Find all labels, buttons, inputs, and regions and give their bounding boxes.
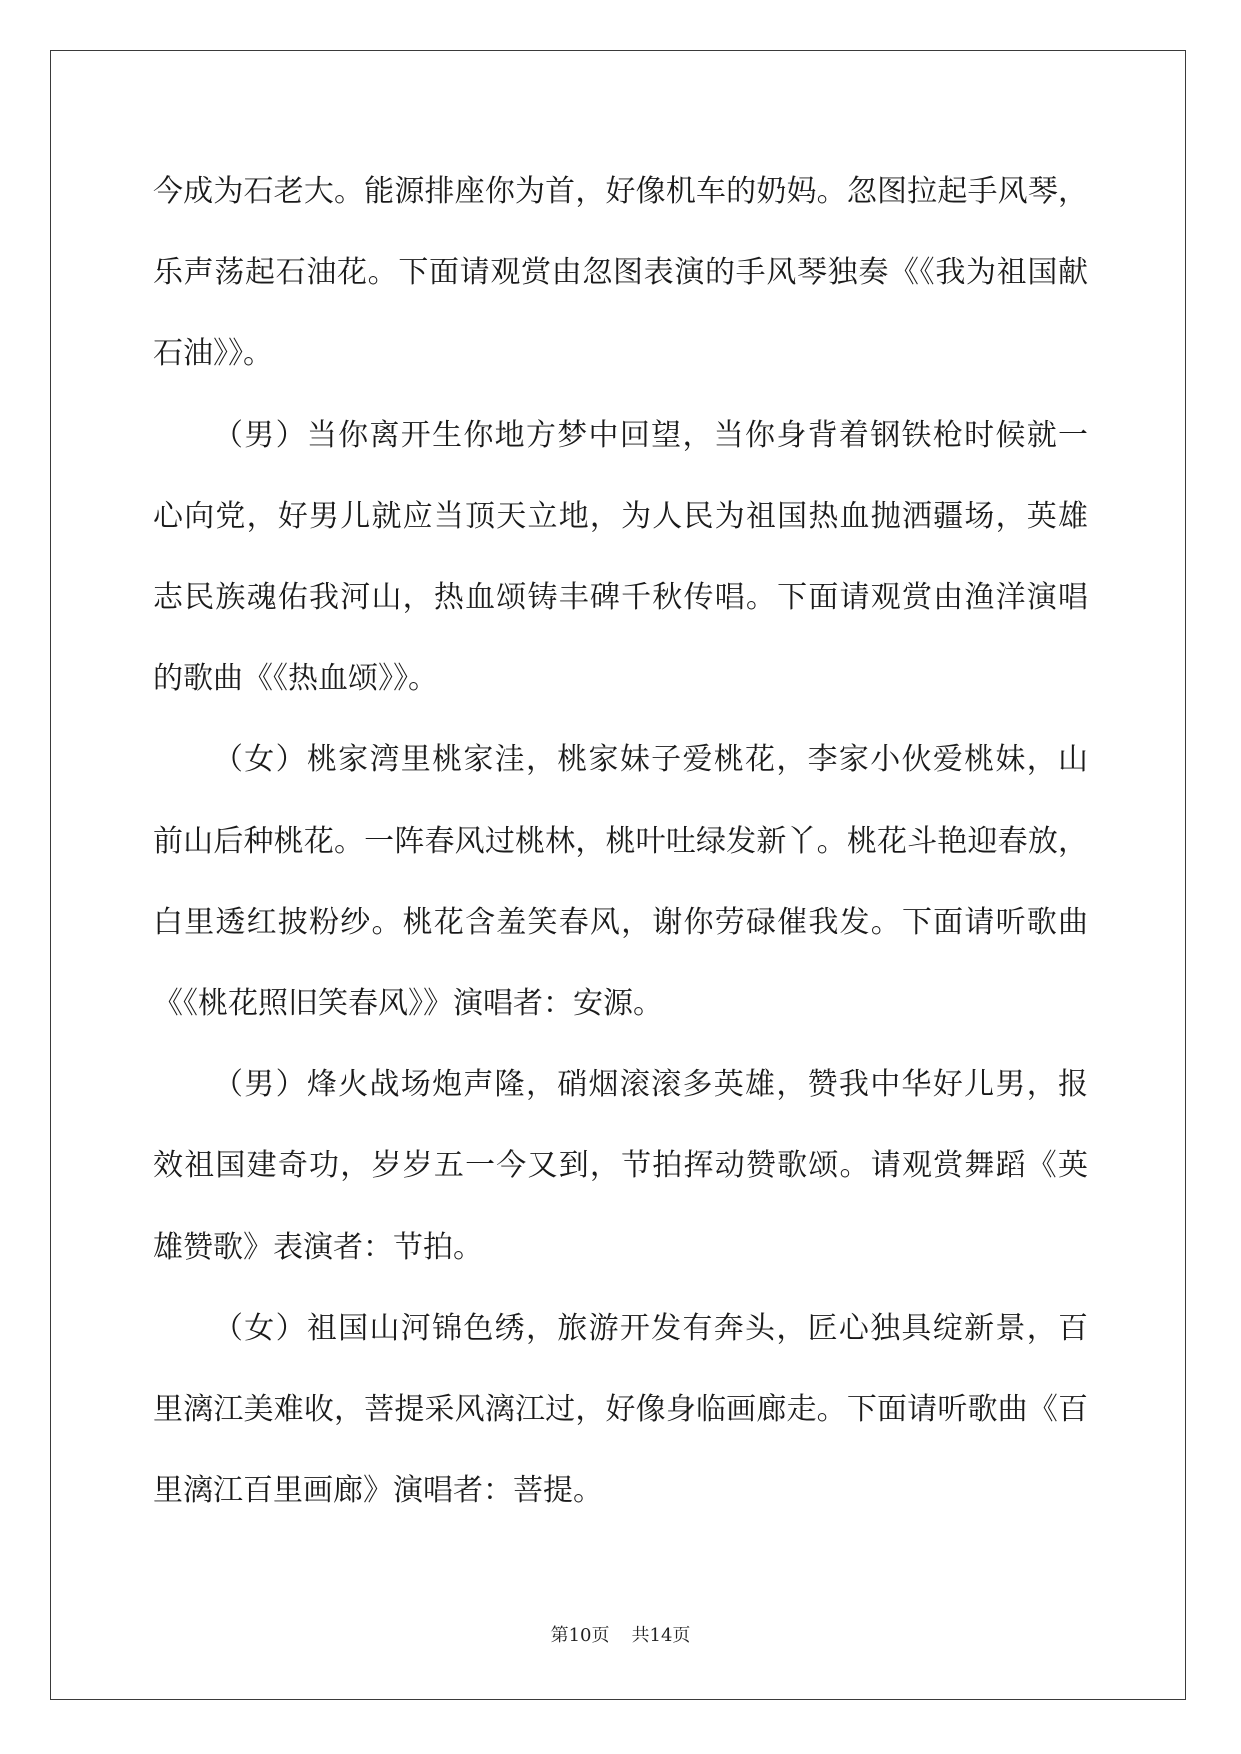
- document-body: [153, 151, 1088, 1531]
- current-page-label: 第10页: [550, 1625, 610, 1646]
- paragraph: [153, 151, 1088, 395]
- text-line: （男）烽火战场炮声隆，硝烟滚滚多英雄，赞我中华好儿男，报: [213, 1067, 1088, 1103]
- paragraph: [153, 719, 1088, 1044]
- text-line: 里漓江百里画廊》演唱者：菩提。: [153, 1473, 603, 1509]
- text-line: 石油》》。: [153, 336, 273, 372]
- text-line: （女）桃家湾里桃家洼，桃家妹子爱桃花，李家小伙爱桃妹，山: [213, 742, 1088, 778]
- paragraph: [153, 1044, 1088, 1288]
- paragraph: [153, 395, 1088, 720]
- text-line: （女）祖国山河锦色绣，旅游开发有奔头，匠心独具绽新景，百: [213, 1310, 1088, 1346]
- text-line: 的歌曲《《热血颂》》。: [153, 661, 438, 697]
- text-line: （男）当你离开生你地方梦中回望，当你身背着钢铁枪时候就一: [213, 417, 1088, 453]
- total-pages-label: 共14页: [631, 1625, 691, 1646]
- text-line: 里漓江美难收，菩提采风漓江过，好像身临画廊走。下面请听歌曲《百: [153, 1392, 1088, 1428]
- text-line: 效祖国建奇功，岁岁五一今又到，节拍挥动赞歌颂。请观赏舞蹈《英: [153, 1148, 1088, 1184]
- text-line: 《《桃花照旧笑春风》》演唱者：安源。: [153, 986, 663, 1022]
- text-line: 志民族魂佑我河山，热血颂铸丰碑千秋传唱。下面请观赏由渔洋演唱: [153, 580, 1088, 616]
- text-line: 白里透红披粉纱。桃花含羞笑春风，谢你劳碌催我发。下面请听歌曲: [153, 904, 1088, 940]
- text-line: 前山后种桃花。一阵春风过桃林，桃叶吐绿发新丫。桃花斗艳迎春放，: [153, 823, 1088, 859]
- paragraph: [153, 1288, 1088, 1532]
- text-line: 乐声荡起石油花。下面请观赏由忽图表演的手风琴独奏《《我为祖国献: [153, 255, 1088, 291]
- page-footer: [0, 1622, 1241, 1650]
- text-line: 今成为石老大。能源排座你为首，好像机车的奶妈。忽图拉起手风琴，: [153, 174, 1088, 209]
- text-line: 雄赞歌》表演者：节拍。: [153, 1229, 483, 1265]
- text-line: 心向党，好男儿就应当顶天立地，为人民为祖国热血抛洒疆场，英雄: [153, 498, 1088, 534]
